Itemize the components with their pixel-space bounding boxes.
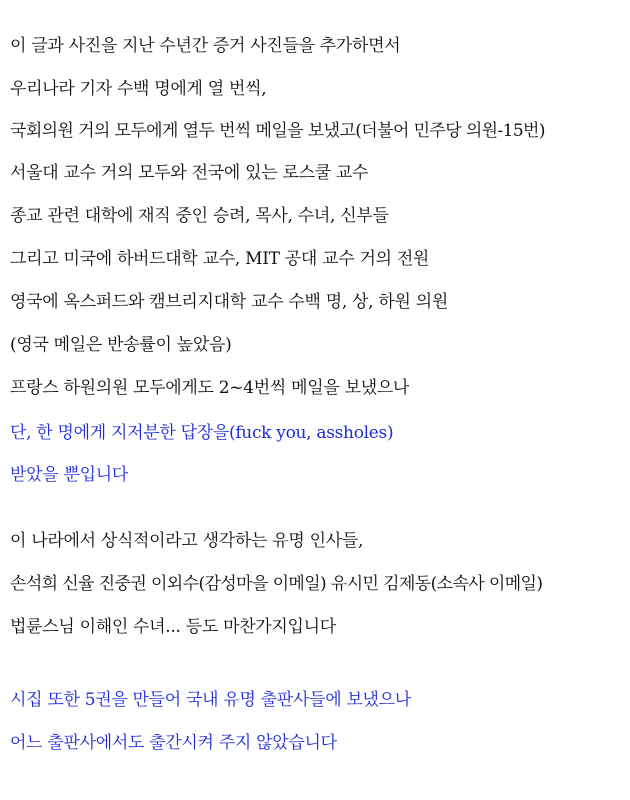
text-line: 우리나라 기자 수백 명에게 열 번씩, xyxy=(10,79,267,99)
text-line: 국회의원 거의 모두에게 열두 번씩 메일을 보냈고(더불어 민주당 의원-15번) xyxy=(10,121,545,141)
text-line: (영국 메일은 반송률이 높았음) xyxy=(10,335,232,355)
text-line: 서울대 교수 거의 모두와 전국에 있는 로스쿨 교수 xyxy=(10,163,369,183)
text-line: 이 글과 사진을 지난 수년간 증거 사진들을 추가하면서 xyxy=(10,36,401,56)
highlighted-text-line: 받았을 뿐입니다 xyxy=(10,465,128,485)
highlighted-text-line: 어느 출판사에서도 출간시켜 주지 않았습니다 xyxy=(10,733,337,753)
highlighted-text-line: 단, 한 명에게 지저분한 답장을(fuck you, assholes) xyxy=(10,423,394,443)
highlighted-text-line: 시집 또한 5권을 만들어 국내 유명 출판사들에 보냈으나 xyxy=(10,690,411,710)
text-line: 법륜스님 이해인 수녀... 등도 마찬가지입니다 xyxy=(10,617,336,637)
text-line: 프랑스 하원의원 모두에게도 2~4번씩 메일을 보냈으나 xyxy=(10,378,410,398)
text-line: 이 나라에서 상식적이라고 생각하는 유명 인사들, xyxy=(10,531,364,551)
text-line: 영국에 옥스퍼드와 캠브리지대학 교수 수백 명, 상, 하원 의원 xyxy=(10,292,448,312)
text-line: 그리고 미국에 하버드대학 교수, MIT 공대 교수 거의 전원 xyxy=(10,249,430,269)
text-line: 손석희 신율 진중권 이외수(감성마을 이메일) 유시민 김제동(소속사 이메일) xyxy=(10,574,543,594)
text-line: 종교 관련 대학에 재직 중인 승려, 목사, 수녀, 신부들 xyxy=(10,206,389,226)
